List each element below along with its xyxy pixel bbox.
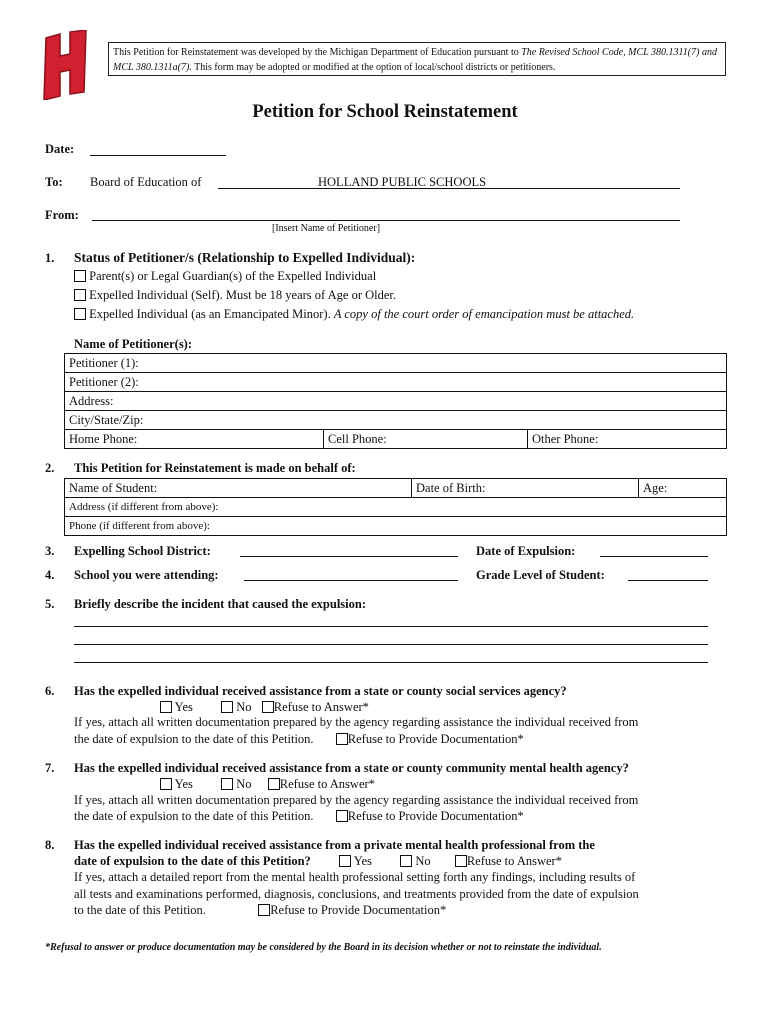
checkbox-6-no[interactable] bbox=[221, 701, 233, 713]
section-2-number: 2. bbox=[45, 461, 55, 475]
section-2-heading: This Petition for Reinstatement is made on behalf of: bbox=[74, 461, 356, 475]
notice-box bbox=[108, 42, 726, 76]
student-phone-label: Phone (if different from above): bbox=[69, 520, 210, 532]
age-cell[interactable] bbox=[638, 479, 667, 497]
logo-h-icon bbox=[40, 30, 88, 100]
answer-8-refuse: Refuse to Answer* bbox=[466, 854, 562, 868]
section-6-instruction-2 bbox=[74, 732, 524, 747]
checkbox-8-refuse-doc[interactable] bbox=[258, 904, 270, 916]
answer-8-no: No bbox=[415, 854, 431, 868]
from-hint: [Insert Name of Petitioner] bbox=[272, 223, 381, 234]
checkbox-6-refuse[interactable] bbox=[262, 701, 274, 713]
checkbox-6-refuse-doc[interactable] bbox=[336, 733, 348, 745]
section-6-refuse-doc: Refuse to Provide Documentation* bbox=[347, 732, 524, 746]
incident-line-2[interactable] bbox=[74, 630, 708, 645]
checkbox-7-refuse[interactable] bbox=[268, 778, 280, 790]
section-8-refuse-doc: Refuse to Provide Documentation* bbox=[270, 903, 447, 917]
notice-text-2: This form may be adopted or modified at the option of local/school districts or petitioners. bbox=[191, 62, 556, 73]
status-option-emancipated bbox=[74, 307, 634, 322]
checkbox-emancipated[interactable] bbox=[74, 308, 86, 320]
petitioner-1-row[interactable] bbox=[65, 354, 726, 373]
section-8-instruction-2: all tests and examinations performed, diagnosis, conclusions, and treatments provided from the date of expulsion bbox=[74, 887, 639, 901]
school-attending-label: School you were attending: bbox=[74, 568, 219, 582]
section-7-number: 7. bbox=[45, 761, 55, 775]
section-8-instruction-1: If yes, attach a detailed report from the mental health professional setting forth any findings, including results of bbox=[74, 870, 636, 884]
section-1-heading-b: Relationship to Expelled Individual): bbox=[201, 250, 416, 265]
answer-7-no: No bbox=[236, 777, 252, 791]
to-label: To: bbox=[45, 175, 63, 189]
expelling-district-field[interactable] bbox=[240, 542, 458, 557]
section-1-number: 1. bbox=[45, 251, 55, 265]
section-8-instruction-3-text: to the date of this Petition. bbox=[74, 903, 206, 917]
phone-row[interactable] bbox=[65, 430, 726, 448]
expelling-district-label: Expelling School District: bbox=[74, 544, 211, 558]
section-7-refuse-doc: Refuse to Provide Documentation* bbox=[347, 809, 524, 823]
section-1-heading bbox=[74, 250, 415, 266]
section-6-answers bbox=[160, 700, 369, 715]
date-field[interactable] bbox=[90, 141, 226, 156]
checkbox-8-refuse[interactable] bbox=[455, 855, 467, 867]
section-7-question: Has the expelled individual received assistance from a state or county community mental health agency? bbox=[74, 761, 629, 775]
student-name-label: Name of Student: bbox=[69, 481, 158, 495]
other-phone-label: Other Phone: bbox=[532, 432, 599, 446]
date-label: Date: bbox=[45, 142, 75, 156]
page-title: Petition for School Reinstatement bbox=[252, 102, 518, 122]
district-name: HOLLAND PUBLIC SCHOOLS bbox=[318, 175, 487, 189]
address-label: Address: bbox=[69, 394, 114, 408]
address-row[interactable] bbox=[65, 392, 726, 411]
student-table bbox=[64, 478, 727, 536]
dob-cell[interactable] bbox=[411, 479, 485, 497]
answer-6-yes: Yes bbox=[174, 700, 193, 714]
petitioner-2-label: Petitioner (2): bbox=[69, 375, 139, 389]
petitioner-1-label: Petitioner (1): bbox=[69, 356, 139, 370]
section-6-instruction-2-text: the date of expulsion to the date of this Petition. bbox=[74, 732, 314, 746]
checkbox-8-yes[interactable] bbox=[339, 855, 351, 867]
grade-level-label: Grade Level of Student: bbox=[476, 568, 605, 582]
footnote: *Refusal to answer or produce documentation may be considered by the Board in its decision whether or not to reinstate the individual. bbox=[45, 942, 602, 953]
answer-7-yes: Yes bbox=[174, 777, 193, 791]
section-8-number: 8. bbox=[45, 838, 55, 852]
student-address-row[interactable] bbox=[65, 498, 726, 517]
checkbox-parent[interactable] bbox=[74, 270, 86, 282]
status-option-self bbox=[74, 288, 396, 303]
section-7-instruction-2 bbox=[74, 809, 524, 824]
cell-phone-label: Cell Phone: bbox=[328, 432, 387, 446]
dob-label: Date of Birth: bbox=[416, 481, 486, 495]
section-8-question-2: date of expulsion to the date of this Petition? bbox=[74, 854, 311, 868]
answer-7-refuse: Refuse to Answer* bbox=[279, 777, 375, 791]
student-name-row[interactable] bbox=[65, 479, 726, 498]
section-3-number: 3. bbox=[45, 544, 55, 558]
notice-text: This Petition for Reinstatement was developed by the Michigan Department of Education pursuant to bbox=[113, 47, 522, 58]
checkbox-6-yes[interactable] bbox=[160, 701, 172, 713]
status-option-self-label: Expelled Individual (Self). Must be 18 years of Age or Older. bbox=[89, 288, 396, 302]
to-board-text: Board of Education of bbox=[90, 175, 202, 189]
section-6-instruction-1: If yes, attach all written documentation prepared by the agency regarding assistance the individual received from bbox=[74, 715, 639, 729]
checkbox-7-yes[interactable] bbox=[160, 778, 172, 790]
status-option-emancipated-label: Expelled Individual (as an Emancipated Minor). bbox=[89, 307, 331, 321]
home-phone-label: Home Phone: bbox=[69, 432, 138, 446]
petitioner-2-row[interactable] bbox=[65, 373, 726, 392]
incident-line-3[interactable] bbox=[74, 648, 708, 663]
section-4-number: 4. bbox=[45, 568, 55, 582]
city-label: City/State/Zip: bbox=[69, 413, 144, 427]
school-attending-field[interactable] bbox=[244, 566, 458, 581]
checkbox-7-refuse-doc[interactable] bbox=[336, 810, 348, 822]
notice-citation: The Revised School Code, MCL 380.1311(7) and MCL 380.1311a(7). bbox=[113, 47, 717, 73]
student-address-label: Address (if different from above): bbox=[69, 501, 219, 513]
grade-level-field[interactable] bbox=[628, 566, 708, 581]
other-phone-cell[interactable] bbox=[527, 430, 598, 448]
section-7-answers bbox=[160, 777, 375, 792]
section-8-instruction-3 bbox=[74, 903, 446, 918]
from-field[interactable] bbox=[92, 206, 680, 221]
emancipation-note: A copy of the court order of emancipation must be attached. bbox=[333, 307, 635, 321]
section-7-instruction-2-text: the date of expulsion to the date of this Petition. bbox=[74, 809, 314, 823]
section-6-number: 6. bbox=[45, 684, 55, 698]
student-phone-row[interactable] bbox=[65, 517, 726, 535]
section-5-number: 5. bbox=[45, 597, 55, 611]
section-8-question-row bbox=[74, 854, 562, 869]
school-logo bbox=[40, 30, 88, 100]
incident-label: Briefly describe the incident that caused the expulsion: bbox=[74, 597, 367, 611]
checkbox-7-no[interactable] bbox=[221, 778, 233, 790]
cell-phone-cell[interactable] bbox=[323, 430, 387, 448]
checkbox-8-no[interactable] bbox=[400, 855, 412, 867]
section-7-instruction-1: If yes, attach all written documentation prepared by the agency regarding assistance the individual received from bbox=[74, 793, 639, 807]
answer-8-yes: Yes bbox=[353, 854, 372, 868]
status-option-parent bbox=[74, 269, 376, 284]
expulsion-date-field[interactable] bbox=[600, 542, 708, 557]
petitioner-table bbox=[64, 353, 727, 449]
city-row[interactable] bbox=[65, 411, 726, 430]
section-1-heading-a: Status of Petitioner/s ( bbox=[74, 250, 202, 265]
answer-6-refuse: Refuse to Answer* bbox=[273, 700, 369, 714]
petitioner-names-heading: Name of Petitioner(s): bbox=[74, 337, 193, 351]
section-6-question: Has the expelled individual received assistance from a state or county social services agency? bbox=[74, 684, 567, 698]
answer-6-no: No bbox=[236, 700, 252, 714]
from-label: From: bbox=[45, 208, 79, 222]
checkbox-self[interactable] bbox=[74, 289, 86, 301]
status-option-parent-label: Parent(s) or Legal Guardian(s) of the Expelled Individual bbox=[89, 269, 377, 283]
expulsion-date-label: Date of Expulsion: bbox=[476, 544, 576, 558]
section-8-question-1: Has the expelled individual received assistance from a private mental health professional from the bbox=[74, 838, 595, 852]
age-label: Age: bbox=[643, 481, 668, 495]
incident-line-1[interactable] bbox=[74, 612, 708, 627]
